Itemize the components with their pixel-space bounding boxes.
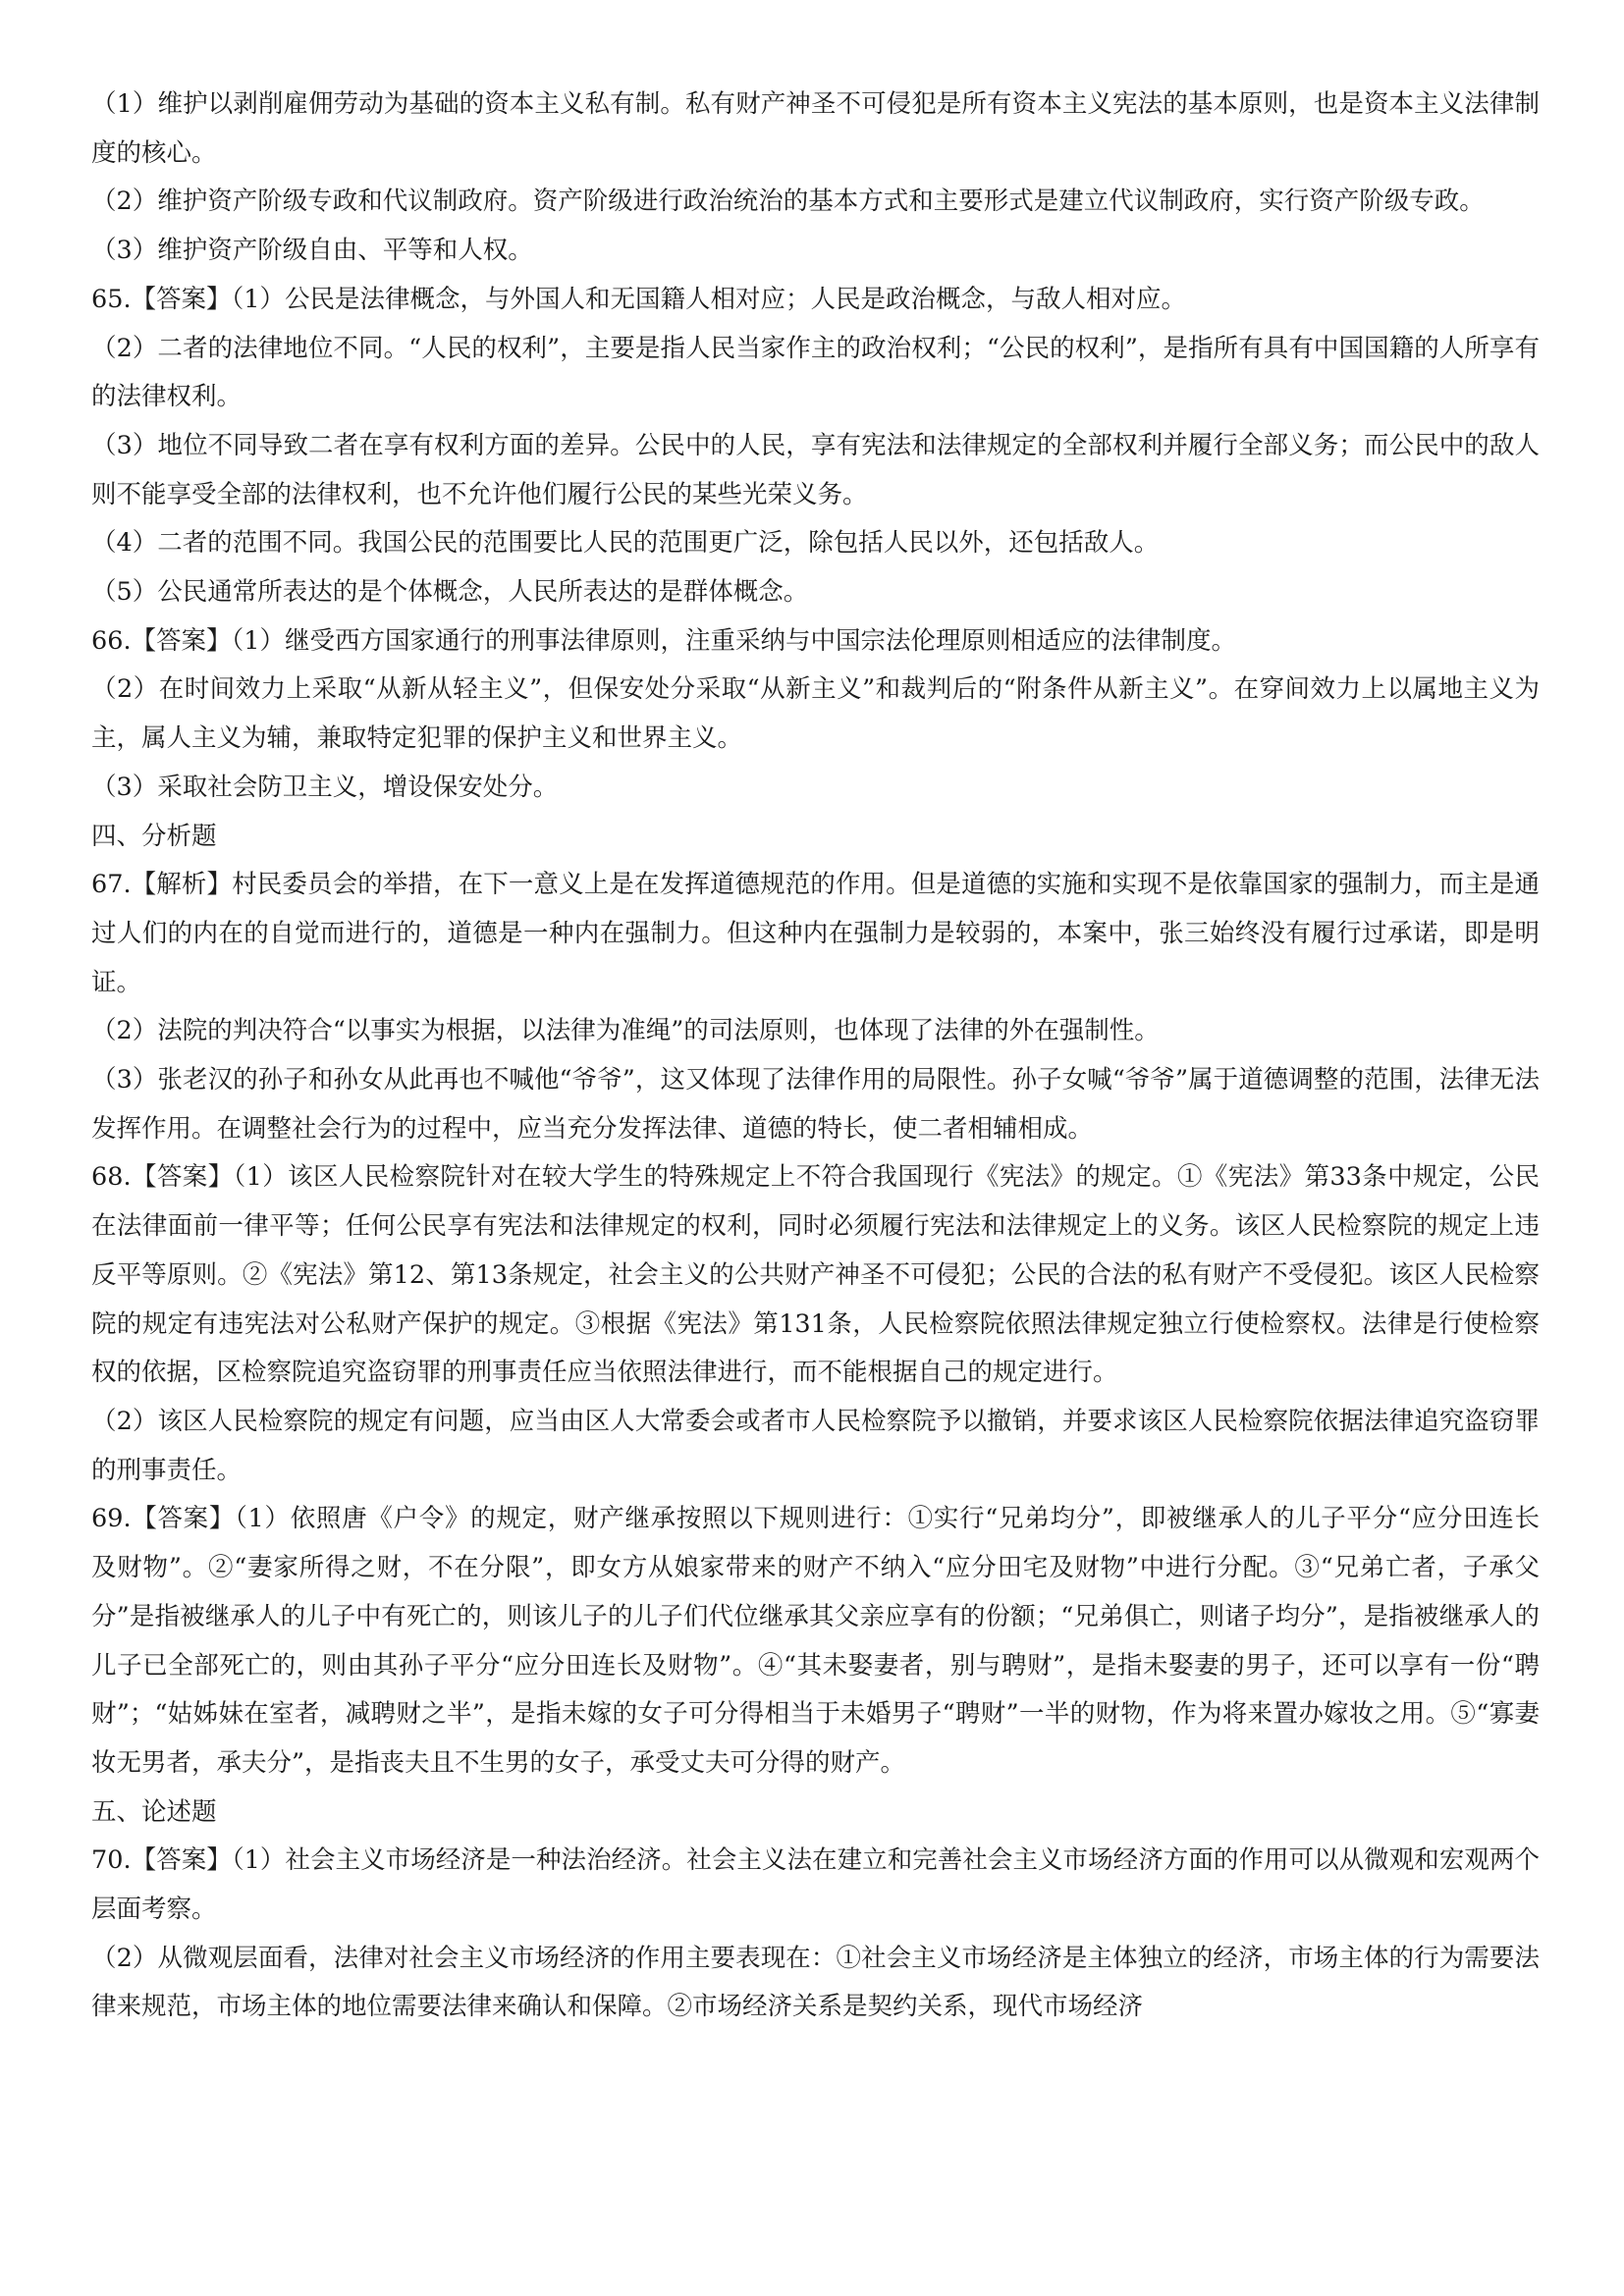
paragraph: （2）维护资产阶级专政和代议制政府。资产阶级进行政治统治的基本方式和主要形式是建立代议制政府，实行资产阶级专政。 xyxy=(91,187,1485,217)
document-page xyxy=(91,80,1573,2032)
paragraph: （2）该区人民检察院的规定有问题，应当由区人大常委会或者市人民检察院予以撤销，并要求该区人民检察院依据法律追究盗窃罪的刑事责任。 xyxy=(91,1406,1540,1485)
section-heading: 四、分析题 xyxy=(91,821,217,851)
paragraph: （1）维护以剥削雇佣劳动为基础的资本主义私有制。私有财产神圣不可侵犯是所有资本主义宪法的基本原则，也是资本主义法律制度的核心。 xyxy=(91,89,1540,168)
paragraph: 67.【解析】村民委员会的举措，在下一意义上是在发挥道德规范的作用。但是道德的实施和实现不是依靠国家的强制力，而主是通过人们的内在的自觉而进行的，道德是一种内在强制力。但这种内在强制力是较弱的，本案中，张三始终没有履行过承诺，即是明证。 xyxy=(91,870,1540,997)
section-heading: 五、论述题 xyxy=(91,1796,217,1827)
paragraph: 69.【答案】（1）依照唐《户令》的规定，财产继承按照以下规则进行：①实行“兄弟均分”，即被继承人的儿子平分“应分田连长 及财物”。②“妻家所得之财，不在分限”，即女方从娘家带来的财产不纳入“应分田宅及财物”中进行分配。③“兄弟亡者，子承父分”是指被继承人的儿子中有死亡的，则该儿子的儿子们代位继承其父亲应享有的份额；“兄弟俱亡，则诸子均分”，是指被继承人的儿子已全部死亡的，则由其孙子平分“应分田连长及财物”。④“其未娶妻者，别与聘财”，是指未娶妻的男子，还可以享有一份“聘财”；“姑姊妹在室者，减聘财之半”，是指未嫁的女子可分得相当于未婚男子“聘财”一半的财物，作为将来置办嫁妆之用。⑤“寡妻妆无男者，承夫分”，是指丧夫且不生男的女子，承受丈夫可分得的财产。 xyxy=(91,1504,1573,1778)
paragraph: 68.【答案】（1）该区人民检察院针对在较大学生的特殊规定上不符合我国现行《宪法》的规定。①《宪法》第33条中规定，公民在法律面前一律平等；任何公民享有宪法和法律规定的权利，同时必须履行宪法和法律规定上的义务。该区人民检察院的规定上违反平等原则。②《宪法》第12、第13条规定，社会主义的公共财产神圣不可侵犯；公民的合法的私有财产不受侵犯。该区人民检察院的规定有违宪法对公私财产保护的规定。③根据《宪法》第131条，人民检察院依照法律规定独立行使检察权。法律是行使检察权的依据，区检察院追究盗窃罪的刑事责任应当依照法律进行，而不能根据自己的规定进行。 xyxy=(91,1162,1540,1388)
paragraph: （2）在时间效力上采取“从新从轻主义”，但保安处分采取“从新主义”和裁判后的“附条件从新主义”。在穿间效力上以属地主义为主，属人主义为辅，兼取特定犯罪的保护主义和世界主义。 xyxy=(91,674,1540,754)
paragraph: 66.【答案】（1）继受西方国家通行的刑事法律原则，注重采纳与中国宗法伦理原则相适应的法律制度。 xyxy=(91,625,1237,656)
paragraph: （4）二者的范围不同。我国公民的范围要比人民的范围更广泛，除包括人民以外，还包括敌人。 xyxy=(91,528,1160,559)
paragraph: （2）二者的法律地位不同。“人民的权利”，主要是指人民当家作主的政治权利；“公民的权利”，是指所有具有中国国籍的人所享有的法律权利。 xyxy=(91,333,1540,412)
paragraph: 65.【答案】（1）公民是法律概念，与外国人和无国籍人相对应；人民是政治概念，与敌人相对应。 xyxy=(91,284,1187,314)
paragraph: （2）法院的判决符合“以事实为根据，以法律为准绳”的司法原则，也体现了法律的外在强制性。 xyxy=(91,1016,1160,1046)
paragraph: （2）从微观层面看，法律对社会主义市场经济的作用主要表现在：①社会主义市场经济是主体独立的经济，市场主体的行为需要法律来规范，市场主体的地位需要法律来确认和保障。②市场经济关系是契约关系，现代市场经济 xyxy=(91,1943,1540,2022)
paragraph: （3）张老汉的孙子和孙女从此再也不喊他“爷爷”，这又体现了法律作用的局限性。孙子女喊“爷爷”属于道德调整的范围，法律无法发挥作用。在调整社会行为的过程中，应当充分发挥法律、道德的特长，使二者相辅相成。 xyxy=(91,1065,1540,1144)
paragraph: （3）维护资产阶级自由、平等和人权。 xyxy=(91,236,533,266)
paragraph: （3）地位不同导致二者在享有权利方面的差异。公民中的人民，享有宪法和法律规定的全部权利并履行全部义务；而公民中的敌人则不能享受全部的法律权利，也不允许他们履行公民的某些光荣义务。 xyxy=(91,430,1540,509)
paragraph: （5）公民通常所表达的是个体概念，人民所表达的是群体概念。 xyxy=(91,577,809,608)
paragraph: 70.【答案】（1）社会主义市场经济是一种法治经济。社会主义法在建立和完善社会主义市场经济方面的作用可以从微观和宏观两个层面考察。 xyxy=(91,1845,1540,1925)
paragraph: （3）采取社会防卫主义，增设保安处分。 xyxy=(91,772,559,802)
